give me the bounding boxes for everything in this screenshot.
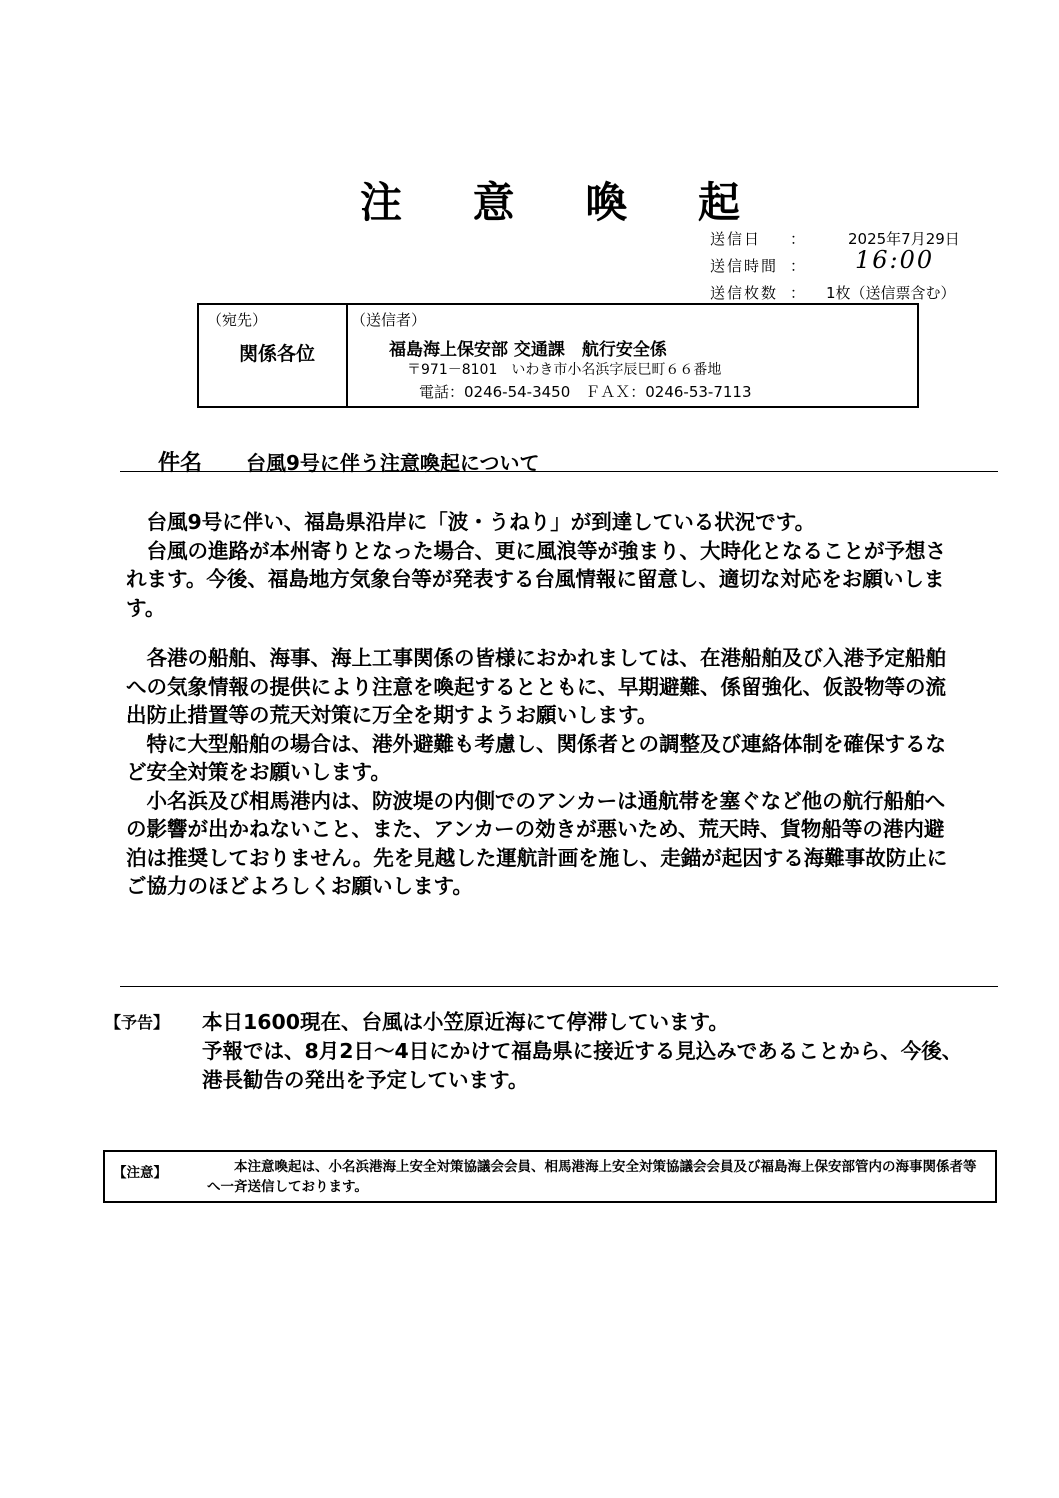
send-pages-colon: ：: [790, 284, 806, 302]
subject-underline: [120, 471, 998, 472]
notice-text: [202, 1008, 982, 1095]
send-date-value: 2025年7月29日: [848, 230, 960, 248]
send-pages-row: [710, 282, 956, 303]
title-char-2: 意: [472, 178, 515, 227]
body-paragraph-1: 台風9号に伴い、福島県沿岸に「波・うねり」が到達している状況です。: [146, 510, 816, 534]
body-paragraph-2: 台風の進路が本州寄りとなった場合、更に風浪等が強まり、大時化となることが予想されます。今後、福島地方気象台等が発表する台風情報に留意し、適切な対応をお願いします。: [126, 538, 946, 620]
to-label: （宛先）: [207, 311, 268, 329]
address-box: [197, 303, 919, 408]
title-char-3: 喚: [585, 178, 628, 227]
to-value: 関係各位: [239, 343, 316, 365]
send-time-colon: ：: [790, 257, 806, 275]
subject-text: 台風9号に伴う注意喚起について: [246, 451, 540, 475]
notice-line-1: 本日1600現在、台風は小笠原近海にて停滞しています。: [202, 1010, 729, 1034]
body-paragraph-4: 特に大型船舶の場合は、港外避難も考慮し、関係者との調整及び連絡体制を確保するなど安全対策をお願いします。: [126, 731, 946, 784]
from-address: 〒971－8101 いわき市小名浜字辰巳町６６番地: [407, 362, 722, 378]
send-pages-label: 送信枚数: [710, 284, 779, 302]
title-char-4: 起: [697, 178, 740, 227]
body-paragraph-3: 各港の船舶、海事、海上工事関係の皆様におかれましては、在港船舶及び入港予定船舶への気象情報の提供により注意を喚起するとともに、早期避難、係留強化、仮設物等の流出防止措置等の荒天対策に万全を期すようお願いします。: [126, 646, 946, 727]
subject: [158, 446, 540, 477]
page-title: [360, 170, 740, 230]
body-paragraph-5: 小名浜及び相馬港内は、防波堤の内側でのアンカーは通航帯を塞ぐなど他の航行船舶への影響が出かねないこと、また、アンカーの効きが悪いため、荒天時、貨物船等の港内避泊は推奨しておりません。先を見越した運航計画を施し、走錨が起因する海難事故防止にご協力のほどよろしくお願いします。: [126, 788, 948, 898]
notice-label: 【予告】: [105, 1013, 170, 1032]
notice-line-2: 予報では、8月2日～4日にかけて福島県に接近する見込みであることから、今後、港長勧告の発出を予定しています。: [202, 1039, 963, 1092]
send-date-label: 送信日: [710, 230, 762, 248]
section-divider: [120, 986, 998, 987]
from-contact: 電話：0246-54-3450 ＦＡＸ：0246-53-7113: [419, 383, 752, 401]
send-time-label: 送信時間: [710, 257, 779, 275]
send-date-colon: ：: [790, 230, 806, 248]
subject-label: 件名: [158, 451, 203, 476]
body-text: [126, 508, 960, 901]
caution-text: 本注意喚起は、小名浜港海上安全対策協議会会員、相馬港海上安全対策協議会会員及び福島海上保安部管内の海事関係者等へ一斉送信しております。: [207, 1159, 977, 1195]
address-box-divider: [346, 305, 348, 406]
title-char-1: 注: [360, 178, 403, 227]
from-org: 福島海上保安部 交通課 航行安全係: [389, 340, 667, 360]
send-time-value: 16:00: [855, 246, 935, 274]
caution-label: 【注意】: [113, 1165, 167, 1181]
from-label: （送信者）: [351, 311, 427, 329]
caution-box: [103, 1150, 997, 1203]
send-time-row: [710, 255, 816, 276]
send-pages-value: 1枚（送信票含む）: [826, 284, 956, 302]
